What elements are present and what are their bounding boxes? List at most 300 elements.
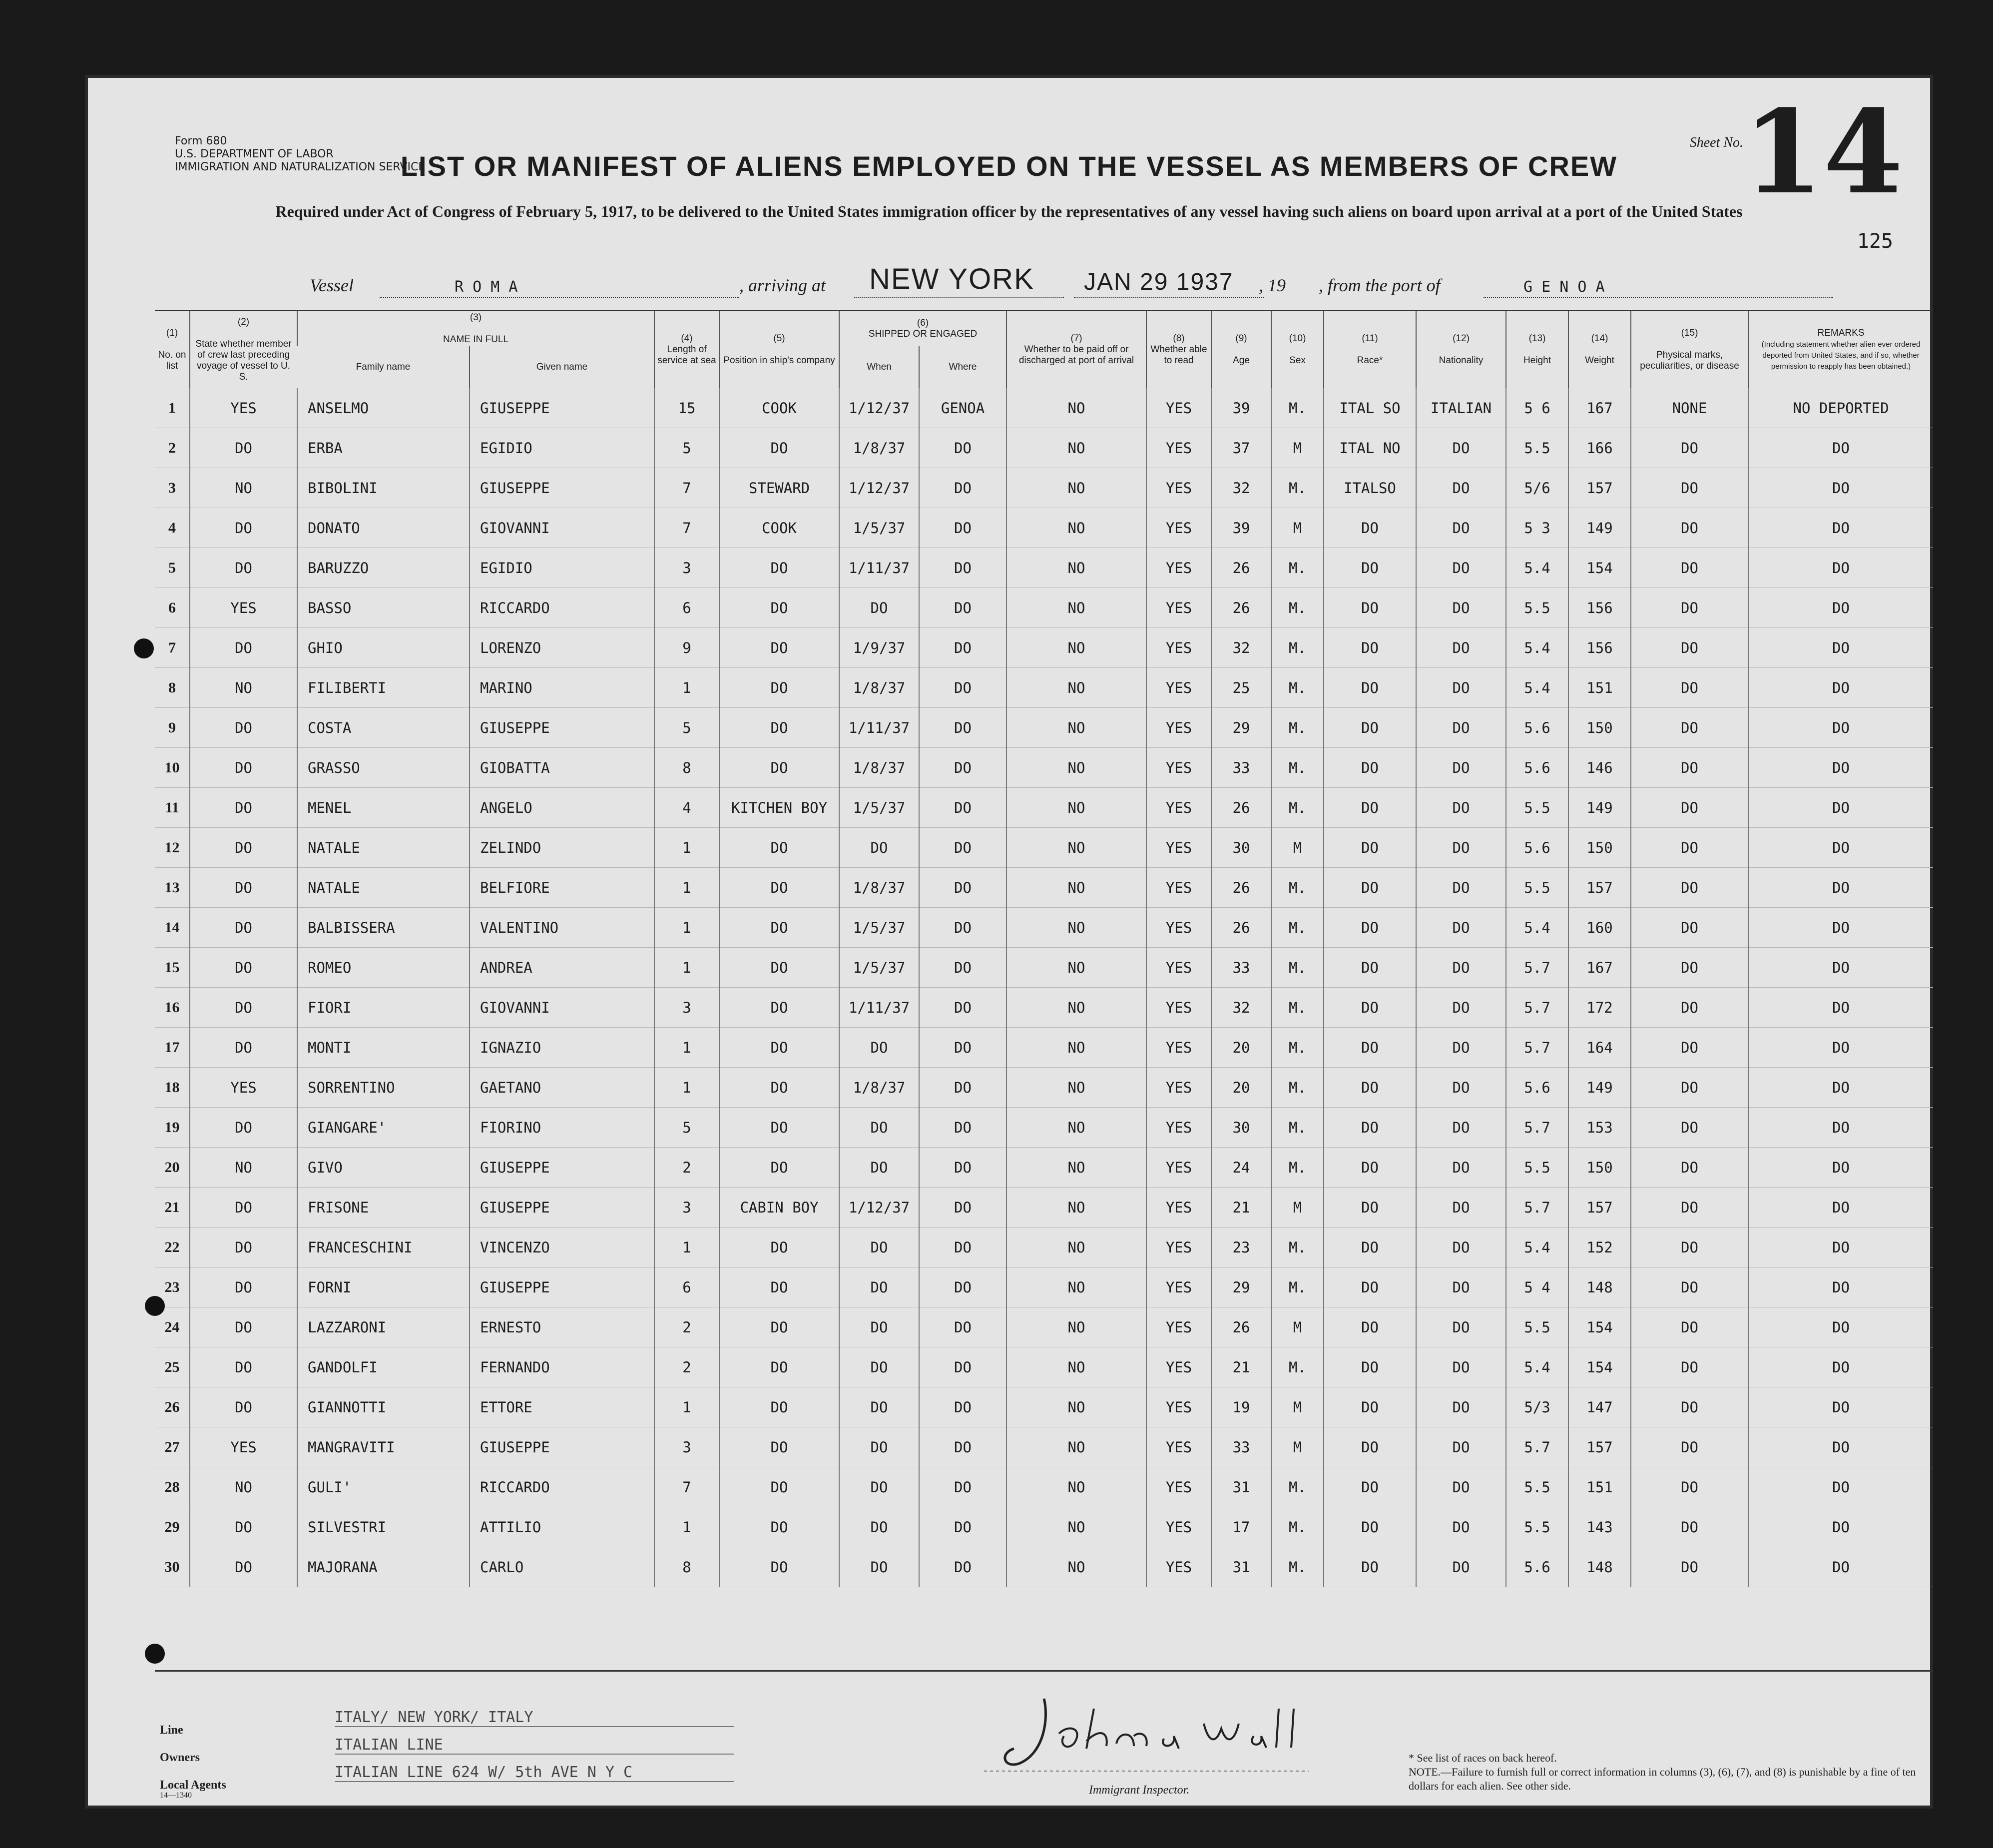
service-name: IMMIGRATION AND NATURALIZATION SERVICE: [175, 161, 426, 173]
length-of-service-cell: 4: [654, 788, 719, 828]
age-cell: 26: [1211, 588, 1271, 628]
nationality-cell: DO: [1416, 1467, 1506, 1507]
remarks-cell: DO: [1748, 668, 1933, 708]
given-name-cell: FERNANDO: [470, 1347, 654, 1387]
given-name-cell: GIOVANNI: [470, 988, 654, 1028]
weight-cell: 160: [1568, 908, 1631, 948]
previous-voyage-cell: DO: [190, 1547, 297, 1587]
remarks-cell: DO: [1748, 708, 1933, 748]
length-of-service-cell: 3: [654, 988, 719, 1028]
paid-off-cell: NO: [1006, 1267, 1146, 1307]
sex-cell: M: [1271, 428, 1324, 468]
sex-cell: M.: [1271, 588, 1324, 628]
year-label: , 19: [1259, 275, 1286, 295]
previous-voyage-cell: NO: [190, 468, 297, 508]
race-cell: DO: [1324, 668, 1416, 708]
length-of-service-cell: 2: [654, 1148, 719, 1188]
family-name-cell: GIANGARE': [297, 1108, 470, 1148]
weight-cell: 157: [1568, 1188, 1631, 1228]
given-name-cell: GIUSEPPE: [470, 708, 654, 748]
paid-off-cell: NO: [1006, 668, 1146, 708]
able-to-read-cell: YES: [1146, 668, 1211, 708]
sex-cell: M.: [1271, 1547, 1324, 1587]
row-number-cell: 15: [155, 948, 190, 988]
position-cell: DO: [719, 1547, 839, 1587]
row-number-cell: 18: [155, 1068, 190, 1108]
col-family-name: Family name: [356, 362, 411, 372]
weight-cell: 154: [1568, 1307, 1631, 1347]
height-cell: 5/3: [1506, 1387, 1568, 1427]
shipped-where-cell: DO: [919, 588, 1006, 628]
remarks-cell: DO: [1748, 1427, 1933, 1467]
position-cell: DO: [719, 708, 839, 748]
paid-off-cell: NO: [1006, 548, 1146, 588]
shipped-where-cell: DO: [919, 668, 1006, 708]
shipped-when-cell: 1/5/37: [839, 948, 919, 988]
sex-cell: M: [1271, 828, 1324, 868]
sex-cell: M.: [1271, 748, 1324, 788]
race-cell: DO: [1324, 548, 1416, 588]
row-number-cell: 10: [155, 748, 190, 788]
race-cell: DO: [1324, 508, 1416, 548]
crew-row: [155, 1108, 1933, 1148]
able-to-read-cell: YES: [1146, 868, 1211, 908]
nationality-cell: ITALIAN: [1416, 388, 1506, 428]
position-cell: KITCHEN BOY: [719, 788, 839, 828]
race-cell: DO: [1324, 988, 1416, 1028]
previous-voyage-cell: DO: [190, 428, 297, 468]
paid-off-cell: NO: [1006, 1507, 1146, 1547]
age-cell: 39: [1211, 388, 1271, 428]
crew-row: [155, 708, 1933, 748]
binder-hole: [134, 638, 154, 658]
height-cell: 5.5: [1506, 1467, 1568, 1507]
nationality-cell: DO: [1416, 508, 1506, 548]
paid-off-cell: NO: [1006, 1108, 1146, 1148]
paid-off-cell: NO: [1006, 988, 1146, 1028]
inspector-label: Immigrant Inspector.: [1089, 1784, 1190, 1797]
row-number-cell: 20: [155, 1148, 190, 1188]
binder-hole: [145, 1296, 165, 1316]
remarks-cell: DO: [1748, 1068, 1933, 1108]
binder-hole: [145, 1644, 165, 1664]
crew-row: [155, 668, 1933, 708]
shipped-where-cell: DO: [919, 1507, 1006, 1547]
nationality-cell: DO: [1416, 788, 1506, 828]
weight-cell: 147: [1568, 1387, 1631, 1427]
family-name-cell: MONTI: [297, 1028, 470, 1068]
shipped-when-cell: DO: [839, 1347, 919, 1387]
form-number: Form 680: [175, 135, 227, 147]
row-number-cell: 3: [155, 468, 190, 508]
previous-voyage-cell: YES: [190, 1068, 297, 1108]
shipped-where-cell: DO: [919, 1108, 1006, 1148]
crew-row: [155, 1188, 1933, 1228]
shipped-where-cell: DO: [919, 1547, 1006, 1587]
shipped-where-cell: DO: [919, 1028, 1006, 1068]
row-number-cell: 13: [155, 868, 190, 908]
race-cell: DO: [1324, 1307, 1416, 1347]
age-cell: 29: [1211, 708, 1271, 748]
shipped-where-cell: DO: [919, 868, 1006, 908]
age-cell: 37: [1211, 428, 1271, 468]
physical-marks-cell: DO: [1631, 1068, 1748, 1108]
length-of-service-cell: 1: [654, 1068, 719, 1108]
position-cell: DO: [719, 1068, 839, 1108]
crew-row: [155, 1068, 1933, 1108]
physical-marks-cell: NONE: [1631, 388, 1748, 428]
age-cell: 29: [1211, 1267, 1271, 1307]
sex-cell: M: [1271, 1307, 1324, 1347]
nationality-cell: DO: [1416, 1387, 1506, 1427]
height-cell: 5.7: [1506, 1028, 1568, 1068]
given-name-cell: GIUSEPPE: [470, 1427, 654, 1467]
nationality-cell: DO: [1416, 588, 1506, 628]
paid-off-cell: NO: [1006, 1228, 1146, 1267]
age-cell: 17: [1211, 1507, 1271, 1547]
previous-voyage-cell: DO: [190, 1387, 297, 1427]
able-to-read-cell: YES: [1146, 1547, 1211, 1587]
position-cell: COOK: [719, 388, 839, 428]
age-cell: 23: [1211, 1228, 1271, 1267]
row-number-cell: 12: [155, 828, 190, 868]
shipped-when-cell: 1/8/37: [839, 668, 919, 708]
col-name-in-full: (3) NAME IN FULL: [297, 311, 654, 346]
sex-cell: M.: [1271, 1068, 1324, 1108]
physical-marks-cell: DO: [1631, 708, 1748, 748]
height-cell: 5.7: [1506, 1108, 1568, 1148]
age-cell: 31: [1211, 1467, 1271, 1507]
position-cell: DO: [719, 988, 839, 1028]
given-name-cell: ZELINDO: [470, 828, 654, 868]
height-cell: 5.6: [1506, 708, 1568, 748]
height-cell: 5.4: [1506, 668, 1568, 708]
nationality-cell: DO: [1416, 1028, 1506, 1068]
shipped-when-cell: DO: [839, 828, 919, 868]
position-cell: DO: [719, 1387, 839, 1427]
footer-notes: [1409, 1751, 1933, 1793]
previous-voyage-cell: DO: [190, 1228, 297, 1267]
shipped-where-cell: DO: [919, 1347, 1006, 1387]
shipped-where-cell: DO: [919, 1148, 1006, 1188]
col-previous-voyage: (2) State whether member of crew last preceding voyage of vessel to U. S.: [190, 311, 297, 388]
arrival-date: JAN 29 1937: [1084, 269, 1234, 295]
weight-cell: 148: [1568, 1267, 1631, 1307]
race-cell: DO: [1324, 948, 1416, 988]
shipped-when-cell: 1/5/37: [839, 908, 919, 948]
sex-cell: M.: [1271, 1108, 1324, 1148]
previous-voyage-cell: YES: [190, 588, 297, 628]
crew-row: [155, 588, 1933, 628]
row-number-cell: 30: [155, 1547, 190, 1587]
crew-row: [155, 1028, 1933, 1068]
age-cell: 24: [1211, 1148, 1271, 1188]
physical-marks-cell: DO: [1631, 748, 1748, 788]
nationality-cell: DO: [1416, 1108, 1506, 1148]
height-cell: 5.6: [1506, 828, 1568, 868]
position-cell: DO: [719, 1228, 839, 1267]
family-name-cell: MENEL: [297, 788, 470, 828]
sex-cell: M.: [1271, 788, 1324, 828]
shipped-where-cell: DO: [919, 908, 1006, 948]
sex-cell: M.: [1271, 668, 1324, 708]
position-cell: DO: [719, 1467, 839, 1507]
previous-voyage-cell: DO: [190, 628, 297, 668]
race-cell: DO: [1324, 1267, 1416, 1307]
age-cell: 32: [1211, 628, 1271, 668]
paid-off-cell: NO: [1006, 1068, 1146, 1108]
race-cell: ITAL SO: [1324, 388, 1416, 428]
nationality-cell: DO: [1416, 948, 1506, 988]
length-of-service-cell: 9: [654, 628, 719, 668]
shipped-where-cell: DO: [919, 1387, 1006, 1427]
sex-cell: M.: [1271, 548, 1324, 588]
age-cell: 21: [1211, 1188, 1271, 1228]
line-label: Line: [160, 1724, 183, 1737]
sex-cell: M.: [1271, 468, 1324, 508]
length-of-service-cell: 3: [654, 548, 719, 588]
length-of-service-cell: 1: [654, 668, 719, 708]
able-to-read-cell: YES: [1146, 1108, 1211, 1148]
physical-marks-cell: DO: [1631, 868, 1748, 908]
given-name-cell: FIORINO: [470, 1108, 654, 1148]
previous-voyage-cell: DO: [190, 1307, 297, 1347]
shipped-when-cell: DO: [839, 588, 919, 628]
race-note: * See list of races on back hereof.: [1409, 1752, 1557, 1764]
paid-off-cell: NO: [1006, 948, 1146, 988]
col-weight: (14) Weight: [1568, 311, 1631, 388]
position-cell: DO: [719, 1148, 839, 1188]
crew-row: [155, 1467, 1933, 1507]
row-number-cell: 29: [155, 1507, 190, 1547]
position-cell: DO: [719, 1427, 839, 1467]
race-cell: DO: [1324, 1467, 1416, 1507]
age-cell: 32: [1211, 988, 1271, 1028]
document-title: LIST OR MANIFEST OF ALIENS EMPLOYED ON THE VESSEL AS MEMBERS OF CREW: [400, 150, 1618, 182]
able-to-read-cell: YES: [1146, 1148, 1211, 1188]
height-cell: 5.4: [1506, 628, 1568, 668]
nationality-cell: DO: [1416, 868, 1506, 908]
given-name-cell: EGIDIO: [470, 428, 654, 468]
shipped-where-cell: DO: [919, 1228, 1006, 1267]
remarks-cell: DO: [1748, 948, 1933, 988]
able-to-read-cell: YES: [1146, 548, 1211, 588]
family-name-cell: GHIO: [297, 628, 470, 668]
paid-off-cell: NO: [1006, 1467, 1146, 1507]
previous-voyage-cell: NO: [190, 668, 297, 708]
paid-off-cell: NO: [1006, 1188, 1146, 1228]
height-cell: 5.4: [1506, 1347, 1568, 1387]
crew-row: [155, 1507, 1933, 1547]
able-to-read-cell: YES: [1146, 508, 1211, 548]
race-cell: DO: [1324, 1547, 1416, 1587]
remarks-cell: DO: [1748, 1547, 1933, 1587]
col-paid-off: (7) Whether to be paid off or discharged at port of arrival: [1006, 311, 1146, 388]
shipped-where-cell: DO: [919, 1427, 1006, 1467]
age-cell: 31: [1211, 1547, 1271, 1587]
nationality-cell: DO: [1416, 1188, 1506, 1228]
shipped-where-cell: DO: [919, 548, 1006, 588]
row-number-cell: 14: [155, 908, 190, 948]
length-of-service-cell: 1: [654, 1387, 719, 1427]
family-name-cell: ROMEO: [297, 948, 470, 988]
family-name-cell: SILVESTRI: [297, 1507, 470, 1547]
weight-cell: 150: [1568, 828, 1631, 868]
previous-voyage-cell: DO: [190, 548, 297, 588]
shipped-when-cell: 1/8/37: [839, 868, 919, 908]
race-cell: DO: [1324, 748, 1416, 788]
remarks-cell: NO DEPORTED: [1748, 388, 1933, 428]
previous-voyage-cell: NO: [190, 1148, 297, 1188]
physical-marks-cell: DO: [1631, 1507, 1748, 1547]
height-cell: 5 3: [1506, 508, 1568, 548]
crew-row: [155, 1228, 1933, 1267]
previous-voyage-cell: DO: [190, 1108, 297, 1148]
family-name-cell: FILIBERTI: [297, 668, 470, 708]
family-name-cell: FIORI: [297, 988, 470, 1028]
sheet-number-label: Sheet No.: [1689, 135, 1743, 150]
agents-label: Local Agents: [160, 1779, 226, 1792]
family-name-cell: GULI': [297, 1467, 470, 1507]
sex-cell: M.: [1271, 388, 1324, 428]
able-to-read-cell: YES: [1146, 828, 1211, 868]
row-number-cell: 25: [155, 1347, 190, 1387]
nationality-cell: DO: [1416, 908, 1506, 948]
race-cell: DO: [1324, 1188, 1416, 1228]
family-name-cell: GANDOLFI: [297, 1347, 470, 1387]
shipped-when-cell: 1/11/37: [839, 548, 919, 588]
weight-cell: 153: [1568, 1108, 1631, 1148]
family-name-cell: GIANNOTTI: [297, 1387, 470, 1427]
col-when: When: [839, 346, 919, 388]
weight-cell: 156: [1568, 588, 1631, 628]
family-name-cell: ERBA: [297, 428, 470, 468]
col-remarks: REMARKS (Including statement whether alien ever ordered deported from United States, and if so, whether permission to reapply has been obtained.): [1748, 311, 1933, 388]
length-of-service-cell: 5: [654, 708, 719, 748]
line-value: ITALY/ NEW YORK/ ITALY: [335, 1709, 734, 1727]
remarks-cell: DO: [1748, 748, 1933, 788]
crew-row: [155, 868, 1933, 908]
previous-voyage-cell: DO: [190, 828, 297, 868]
shipped-where-cell: DO: [919, 1267, 1006, 1307]
weight-cell: 156: [1568, 628, 1631, 668]
shipped-where-cell: DO: [919, 1467, 1006, 1507]
paid-off-cell: NO: [1006, 428, 1146, 468]
crew-row: [155, 428, 1933, 468]
shipped-where-cell: DO: [919, 428, 1006, 468]
shipped-where-cell: DO: [919, 468, 1006, 508]
able-to-read-cell: YES: [1146, 1028, 1211, 1068]
age-cell: 21: [1211, 1347, 1271, 1387]
previous-voyage-cell: DO: [190, 1188, 297, 1228]
departure-port: G E N O A: [1523, 278, 1605, 296]
crew-row: [155, 468, 1933, 508]
row-number-cell: 26: [155, 1387, 190, 1427]
height-cell: 5/6: [1506, 468, 1568, 508]
given-name-cell: GIUSEPPE: [470, 468, 654, 508]
nationality-cell: DO: [1416, 628, 1506, 668]
given-name-cell: RICCARDO: [470, 1467, 654, 1507]
weight-cell: 167: [1568, 388, 1631, 428]
paid-off-cell: NO: [1006, 628, 1146, 668]
family-name-cell: NATALE: [297, 868, 470, 908]
shipped-when-cell: DO: [839, 1547, 919, 1587]
family-name-cell: GRASSO: [297, 748, 470, 788]
crew-row: [155, 508, 1933, 548]
race-cell: DO: [1324, 1148, 1416, 1188]
race-cell: DO: [1324, 1427, 1416, 1467]
vessel-name: R O M A: [455, 278, 518, 296]
remarks-cell: DO: [1748, 908, 1933, 948]
weight-cell: 154: [1568, 548, 1631, 588]
previous-voyage-cell: DO: [190, 868, 297, 908]
family-name-cell: GIVO: [297, 1148, 470, 1188]
paid-off-cell: NO: [1006, 828, 1146, 868]
length-of-service-cell: 1: [654, 908, 719, 948]
position-cell: DO: [719, 1108, 839, 1148]
crew-row: [155, 1387, 1933, 1427]
length-of-service-cell: 3: [654, 1188, 719, 1228]
nationality-cell: DO: [1416, 748, 1506, 788]
race-cell: DO: [1324, 1028, 1416, 1068]
crew-row: [155, 1148, 1933, 1188]
row-number-cell: 28: [155, 1467, 190, 1507]
sex-cell: M: [1271, 508, 1324, 548]
age-cell: 33: [1211, 1427, 1271, 1467]
physical-marks-cell: DO: [1631, 1347, 1748, 1387]
department-name: U.S. DEPARTMENT OF LABOR: [175, 148, 334, 160]
family-name-cell: BARUZZO: [297, 548, 470, 588]
weight-cell: 157: [1568, 468, 1631, 508]
shipped-when-cell: DO: [839, 1507, 919, 1547]
crew-row: [155, 628, 1933, 668]
col-shipped-engaged: (6) SHIPPED OR ENGAGED: [839, 311, 1006, 346]
shipped-when-cell: DO: [839, 1028, 919, 1068]
weight-cell: 152: [1568, 1228, 1631, 1267]
remarks-cell: DO: [1748, 1307, 1933, 1347]
race-cell: DO: [1324, 1108, 1416, 1148]
previous-voyage-cell: YES: [190, 388, 297, 428]
crew-table: [155, 310, 1933, 1672]
length-of-service-cell: 1: [654, 948, 719, 988]
shipped-where-cell: DO: [919, 828, 1006, 868]
paid-off-cell: NO: [1006, 788, 1146, 828]
physical-marks-cell: DO: [1631, 1547, 1748, 1587]
able-to-read-cell: YES: [1146, 1347, 1211, 1387]
previous-voyage-cell: DO: [190, 948, 297, 988]
able-to-read-cell: YES: [1146, 1188, 1211, 1228]
previous-voyage-cell: DO: [190, 988, 297, 1028]
able-to-read-cell: YES: [1146, 708, 1211, 748]
age-cell: 30: [1211, 828, 1271, 868]
nationality-cell: DO: [1416, 1267, 1506, 1307]
given-name-cell: ERNESTO: [470, 1307, 654, 1347]
col-no-on-list: (1) No. on list: [158, 328, 186, 371]
physical-marks-cell: DO: [1631, 1148, 1748, 1188]
sex-cell: M.: [1271, 628, 1324, 668]
col-able-to-read: (8) Whether able to read: [1146, 311, 1211, 388]
given-name-cell: GIUSEPPE: [470, 1188, 654, 1228]
sex-cell: M.: [1271, 1148, 1324, 1188]
height-cell: 5.7: [1506, 1427, 1568, 1467]
family-name-cell: MANGRAVITI: [297, 1427, 470, 1467]
age-cell: 26: [1211, 548, 1271, 588]
able-to-read-cell: YES: [1146, 628, 1211, 668]
given-name-cell: GAETANO: [470, 1068, 654, 1108]
row-number-cell: 5: [155, 548, 190, 588]
race-cell: DO: [1324, 908, 1416, 948]
paid-off-cell: NO: [1006, 1427, 1146, 1467]
